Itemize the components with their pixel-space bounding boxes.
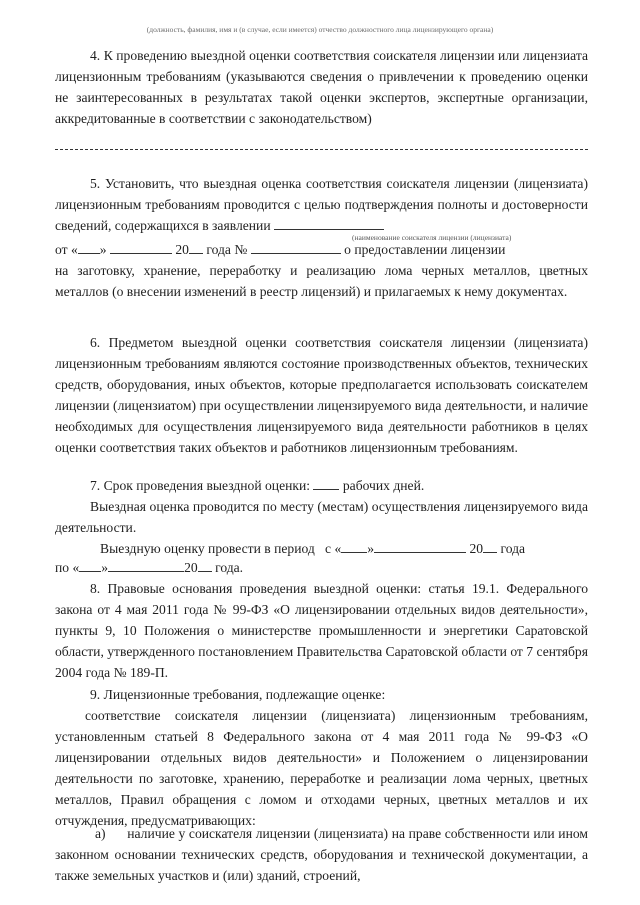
days-blank[interactable] bbox=[313, 477, 339, 490]
month-blank[interactable] bbox=[110, 241, 172, 254]
to-day-blank[interactable] bbox=[79, 559, 101, 572]
number-blank[interactable] bbox=[251, 241, 341, 254]
to-month-blank[interactable] bbox=[108, 559, 184, 572]
date-close: » bbox=[99, 242, 107, 257]
day-blank[interactable] bbox=[78, 241, 100, 254]
item-4-paragraph: 4. К проведению выездной оценки соответствия соискателя лицензии или лицензиата лицензионным требованиям (указываются сведения о привлечении к проведению оценки не заинтересованных в результатах такой оценки экспертов, экспертные организации, аккредитованные в соответствии с законодательством) bbox=[55, 48, 588, 126]
from-month-blank[interactable] bbox=[374, 540, 466, 553]
from-open: с « bbox=[325, 541, 342, 556]
from-year-prefix: 20 bbox=[469, 541, 484, 556]
period-label: Выездную оценку провести в период bbox=[100, 541, 315, 556]
to-year-blank[interactable] bbox=[198, 559, 212, 572]
from-year-blank[interactable] bbox=[483, 540, 497, 553]
to-goda: года. bbox=[215, 560, 244, 575]
item-9a-label: а) bbox=[95, 826, 106, 841]
item-6-paragraph: 6. Предметом выездной оценки соответствия соискателя лицензии (лицензиата) лицензионным требованиям являются состояние производственных объектов, технических средств, оборудования, иных объектов, которые предполагается использовать соискателем лицензии (лицензиатом) при осуществлении лицензируемого вида деятельности, и наличие необходимых для осуществления лицензируемого вида деятельности работников в целях оценки соответствия таких объектов и работников лицензионным требованиям. bbox=[55, 335, 588, 455]
item-9a-text: наличие у соискателя лицензии (лицензиата) на праве собственности или ином законном основании технических средств, оборудования и технической документации, а также земельных участков и (или) зданий, строений, bbox=[55, 826, 588, 883]
from-goda: года bbox=[500, 541, 526, 556]
date-open: от « bbox=[55, 242, 78, 257]
item-7-term bbox=[55, 475, 588, 496]
item-7-place: Выездная оценка проводится по месту (местам) осуществления лицензируемого вида деятельности. bbox=[55, 499, 588, 535]
header-note: (должность, фамилия, имя и (в случае, если имеется) отчество должностного лица лицензирующего органа) bbox=[146, 25, 494, 34]
term-label: 7. Срок проведения выездной оценки: bbox=[90, 478, 311, 493]
item-5-text: 5. Установить, что выездная оценка соответствия соискателя лицензии (лицензиата) лицензионным требованиям проводится с целью подтверждения полноты и достоверности сведений, содержащихся в заявлении bbox=[55, 176, 588, 233]
item-8-paragraph: 8. Правовые основания проведения выездной оценки: статья 19.1. Федерального закона от 4 мая 2011 года № 99-ФЗ «О лицензировании отдельных видов деятельности», пункты 9, 10 Положения о министерстве промышленности и энергетики Саратовской области, утвержденного постановлением Правительства Саратовской области от 7 сентября 2004 года № 189-П. bbox=[55, 581, 588, 680]
item-9-paragraph: соответствие соискателя лицензии (лицензиата) лицензионным требованиям, установленным статьей 8 Федерального закона от 4 мая 2011 года № 99-ФЗ «О лицензировании отдельных видов деятельности» и Положением о лицензировании деятельности по заготовке, хранению, переработке и реализации лома черных, цветных металлов, Правил обращения с ломом и отходами черных, цветных металлов и их отчуждения, предусматривающих: bbox=[55, 708, 588, 828]
item-7-period-to bbox=[55, 557, 588, 578]
applicant-caption: (наименование соискателя лицензии (лицензиата) bbox=[352, 233, 512, 242]
item-5-date-line bbox=[55, 239, 588, 260]
item-7-period-from bbox=[55, 538, 588, 559]
item-9a-paragraph bbox=[55, 823, 588, 886]
item-9-title: 9. Лицензионные требования, подлежащие оценке: bbox=[90, 687, 386, 702]
goda-no: года № bbox=[206, 242, 248, 257]
from-close: » bbox=[367, 541, 375, 556]
item-5-paragraph bbox=[55, 173, 588, 236]
blank-rule bbox=[55, 149, 588, 150]
year-blank[interactable] bbox=[189, 241, 203, 254]
to-year-prefix: 20 bbox=[184, 560, 198, 575]
year-prefix: 20 bbox=[175, 242, 189, 257]
from-day-blank[interactable] bbox=[341, 540, 367, 553]
item-5-tail: о предоставлении лицензии bbox=[344, 242, 506, 257]
to-open: по « bbox=[55, 560, 80, 575]
term-unit: рабочих дней. bbox=[342, 478, 425, 493]
applicant-name-blank[interactable] bbox=[274, 217, 384, 230]
to-close: » bbox=[101, 560, 109, 575]
item-5-continuation: на заготовку, хранение, переработку и реализацию лома черных металлов, цветных металлов (о внесении изменений в реестр лицензий) и прилагаемых к нему документах. bbox=[55, 263, 588, 299]
